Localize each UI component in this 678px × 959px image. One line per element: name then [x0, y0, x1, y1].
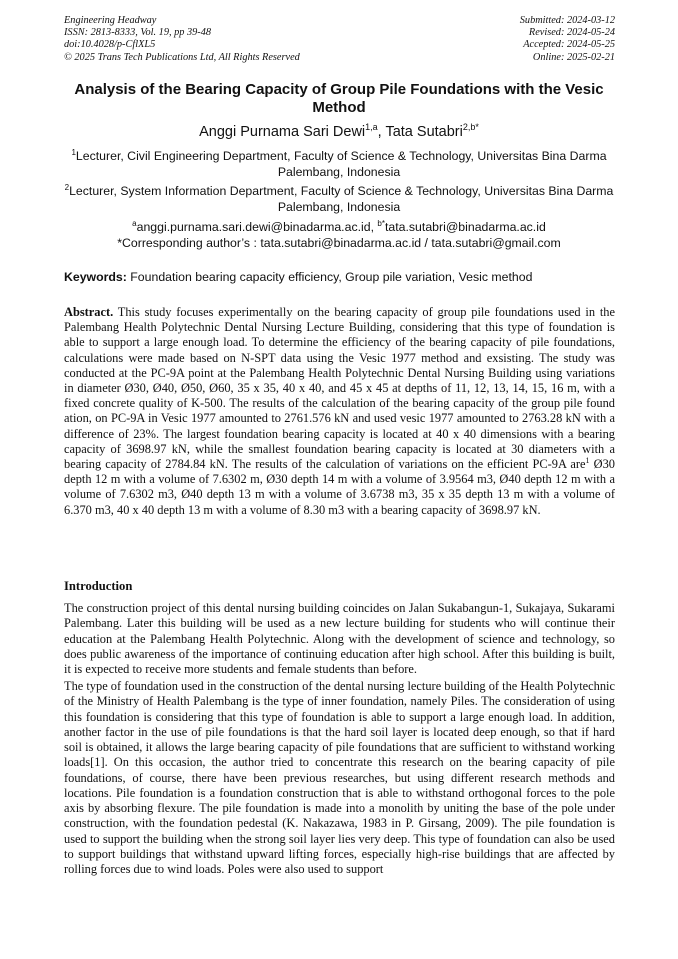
- abstract-text-continued: Ø30 depth 12 m with a volume of 7.6302 m, Ø30 depth 14 m with a volume of 3.9564 m3, Ø40 depth 12 m with a volume of 7.6302 m3, Ø40 depth 13 m with a volume of 3.6738 m3, 35 x 35 depth 13 m with a volume of 6.370 m3, 40 x 40 depth 13 m with a volume of 8.30 m3 with a bearing capacity of 3698.97 kN.: [64, 457, 616, 517]
- author-superscript: 1,a: [365, 122, 378, 132]
- section-heading-introduction: Introduction: [64, 579, 133, 593]
- keywords-text: Foundation bearing capacity efficiency, Group pile variation, Vesic method: [126, 270, 533, 284]
- author-name: Tata Sutabri: [385, 124, 463, 140]
- abstract-superscript: 1: [585, 456, 590, 466]
- journal-info-block: [64, 15, 300, 64]
- author-list: [60, 123, 618, 141]
- journal-name: Engineering Headway: [64, 15, 157, 26]
- email-separator: ,: [370, 220, 378, 234]
- author-superscript: 2,b*: [462, 122, 479, 132]
- dates-block: [520, 15, 615, 64]
- email-link[interactable]: tata.sutabri@binadarma.ac.id: [384, 220, 546, 234]
- issn-volume: ISSN: 2813-8333, Vol. 19, pp 39-48: [64, 27, 212, 39]
- affiliation-number: 2: [64, 183, 70, 192]
- affiliation-2: [64, 184, 614, 215]
- affiliation-number: 1: [71, 148, 76, 157]
- introduction-paragraph-1: The construction project of this dental nursing building coincides on Jalan Sukabangun-1, Sukajaya, Sukarami Palembang. Later this building will be used as a new lecture building for students who will continue their education at the Palembang Health Polytechnic. Along with the development of science and technology, so does public awareness of the importance of continuing education after high school. After this building is built, it is expected to receive more students and female students than before.: [64, 601, 615, 676]
- revised-date: Revised: 2024-05-24: [528, 27, 615, 39]
- email-block: [64, 220, 614, 251]
- abstract-label: Abstract.: [64, 305, 114, 319]
- affiliation-1: [64, 149, 614, 180]
- online-date: Online: 2025-02-21: [532, 51, 615, 63]
- affiliation-text: Lecturer, Civil Engineering Department, Faculty of Science & Technology, Universitas Bina Darma Palembang, Indonesia: [75, 149, 607, 179]
- email-superscript: b*: [377, 219, 385, 228]
- abstract-text: This study focuses experimentally on the bearing capacity of group pile foundations used in the Palembang Health Polytechnic Dental Nursing Lecture Building, considering that this type of foundation is able to support a large enough load. To determine the efficiency of the bearing capacity of pile foundations, calculations were made based on N-SPT data using the Vesic 1977 method and exsisting. The study was conducted at the PC-9A point at the Palembang Health Polytechnic Dental Nursing Building using variations in diameter Ø30, Ø40, Ø50, Ø60, 35 x 35, 40 x 40, and 45 x 45 at depths of 11, 12, 13, 14, 15, 16 m, with a fixed concrete quality of K-500. The results of the calculation of the bearing capacity of the group pile found ation, on PC-9A in Vesic 1977 amounted to 2761.576 kN and used vesic 1977 amounted to 2763.28 kN with a difference of 23%. The largest foundation bearing capacity is located at 40 x 40 dimensions with a bearing capacity of 3698.97 kN, while the smallest foundation bearing capacity is located at 30 diameters with a bearing capacity of 2784.84 kN. The results of the calculation of variations on the efficient PC-9A are: [64, 305, 615, 472]
- keywords-label: Keywords:: [64, 270, 127, 284]
- author-separator: ,: [377, 124, 386, 140]
- author-emails: [64, 220, 614, 236]
- author-name: Anggi Purnama Sari Dewi: [199, 124, 366, 140]
- keywords: [64, 270, 614, 285]
- accepted-date: Accepted: 2024-05-25: [523, 39, 615, 51]
- introduction-paragraph-2: The type of foundation used in the construction of the dental nursing lecture building of the Health Polytechnic of the Ministry of Health Palembang is the type of inner foundation, namely Piles. The consideration of using this foundation is considering that this type of foundation is able to support a large enough load. In addition, another factor in the use of pile foundations is that the hard soil layer is located deep enough, so that if hard soil is obtained, it allows the large bearing capacity of pile foundations that are sufficient to withstand working loads[1]. On this occasion, the author tried to concentrate this research on the bearing capacity of pile foundations, of course, there have been previous researches, but using different research methods and locations. Pile foundation is a foundation construction that is able to withstand orthogonal forces to the pole axis by absorbing flexure. The pile foundation is made into a monolith by uniting the base of the pole under construction, with the foundation pedestal (K. Nakazawa, 1983 in P. Girsang, 2009). The pile foundation is used to support the building when the strong soil layer lies very deep. This type of foundation can also be used to support buildings that withstand upward lifting forces, especially high-rise buildings that are affected by rolling forces due to wind loads. Poles were also used to support: [64, 679, 615, 876]
- doi[interactable]: doi:10.4028/p-CflXL5: [64, 39, 156, 51]
- paper-title: Analysis of the Bearing Capacity of Group Pile Foundations with the Vesic Method: [74, 81, 604, 116]
- affiliation-text: Lecturer, System Information Department, Faculty of Science & Technology, Universitas Bina Darma Palembang, Indonesia: [69, 184, 614, 214]
- email-superscript: a: [132, 219, 137, 228]
- copyright: © 2025 Trans Tech Publications Ltd, All Rights Reserved: [64, 51, 300, 63]
- email-link[interactable]: anggi.purnama.sari.dewi@binadarma.ac.id: [136, 220, 371, 234]
- abstract: [64, 305, 615, 518]
- submitted-date: Submitted: 2024-03-12: [519, 15, 615, 26]
- corresponding-author: *Corresponding author’s : tata.sutabri@binadarma.ac.id / tata.sutabri@gmail.com: [117, 235, 561, 250]
